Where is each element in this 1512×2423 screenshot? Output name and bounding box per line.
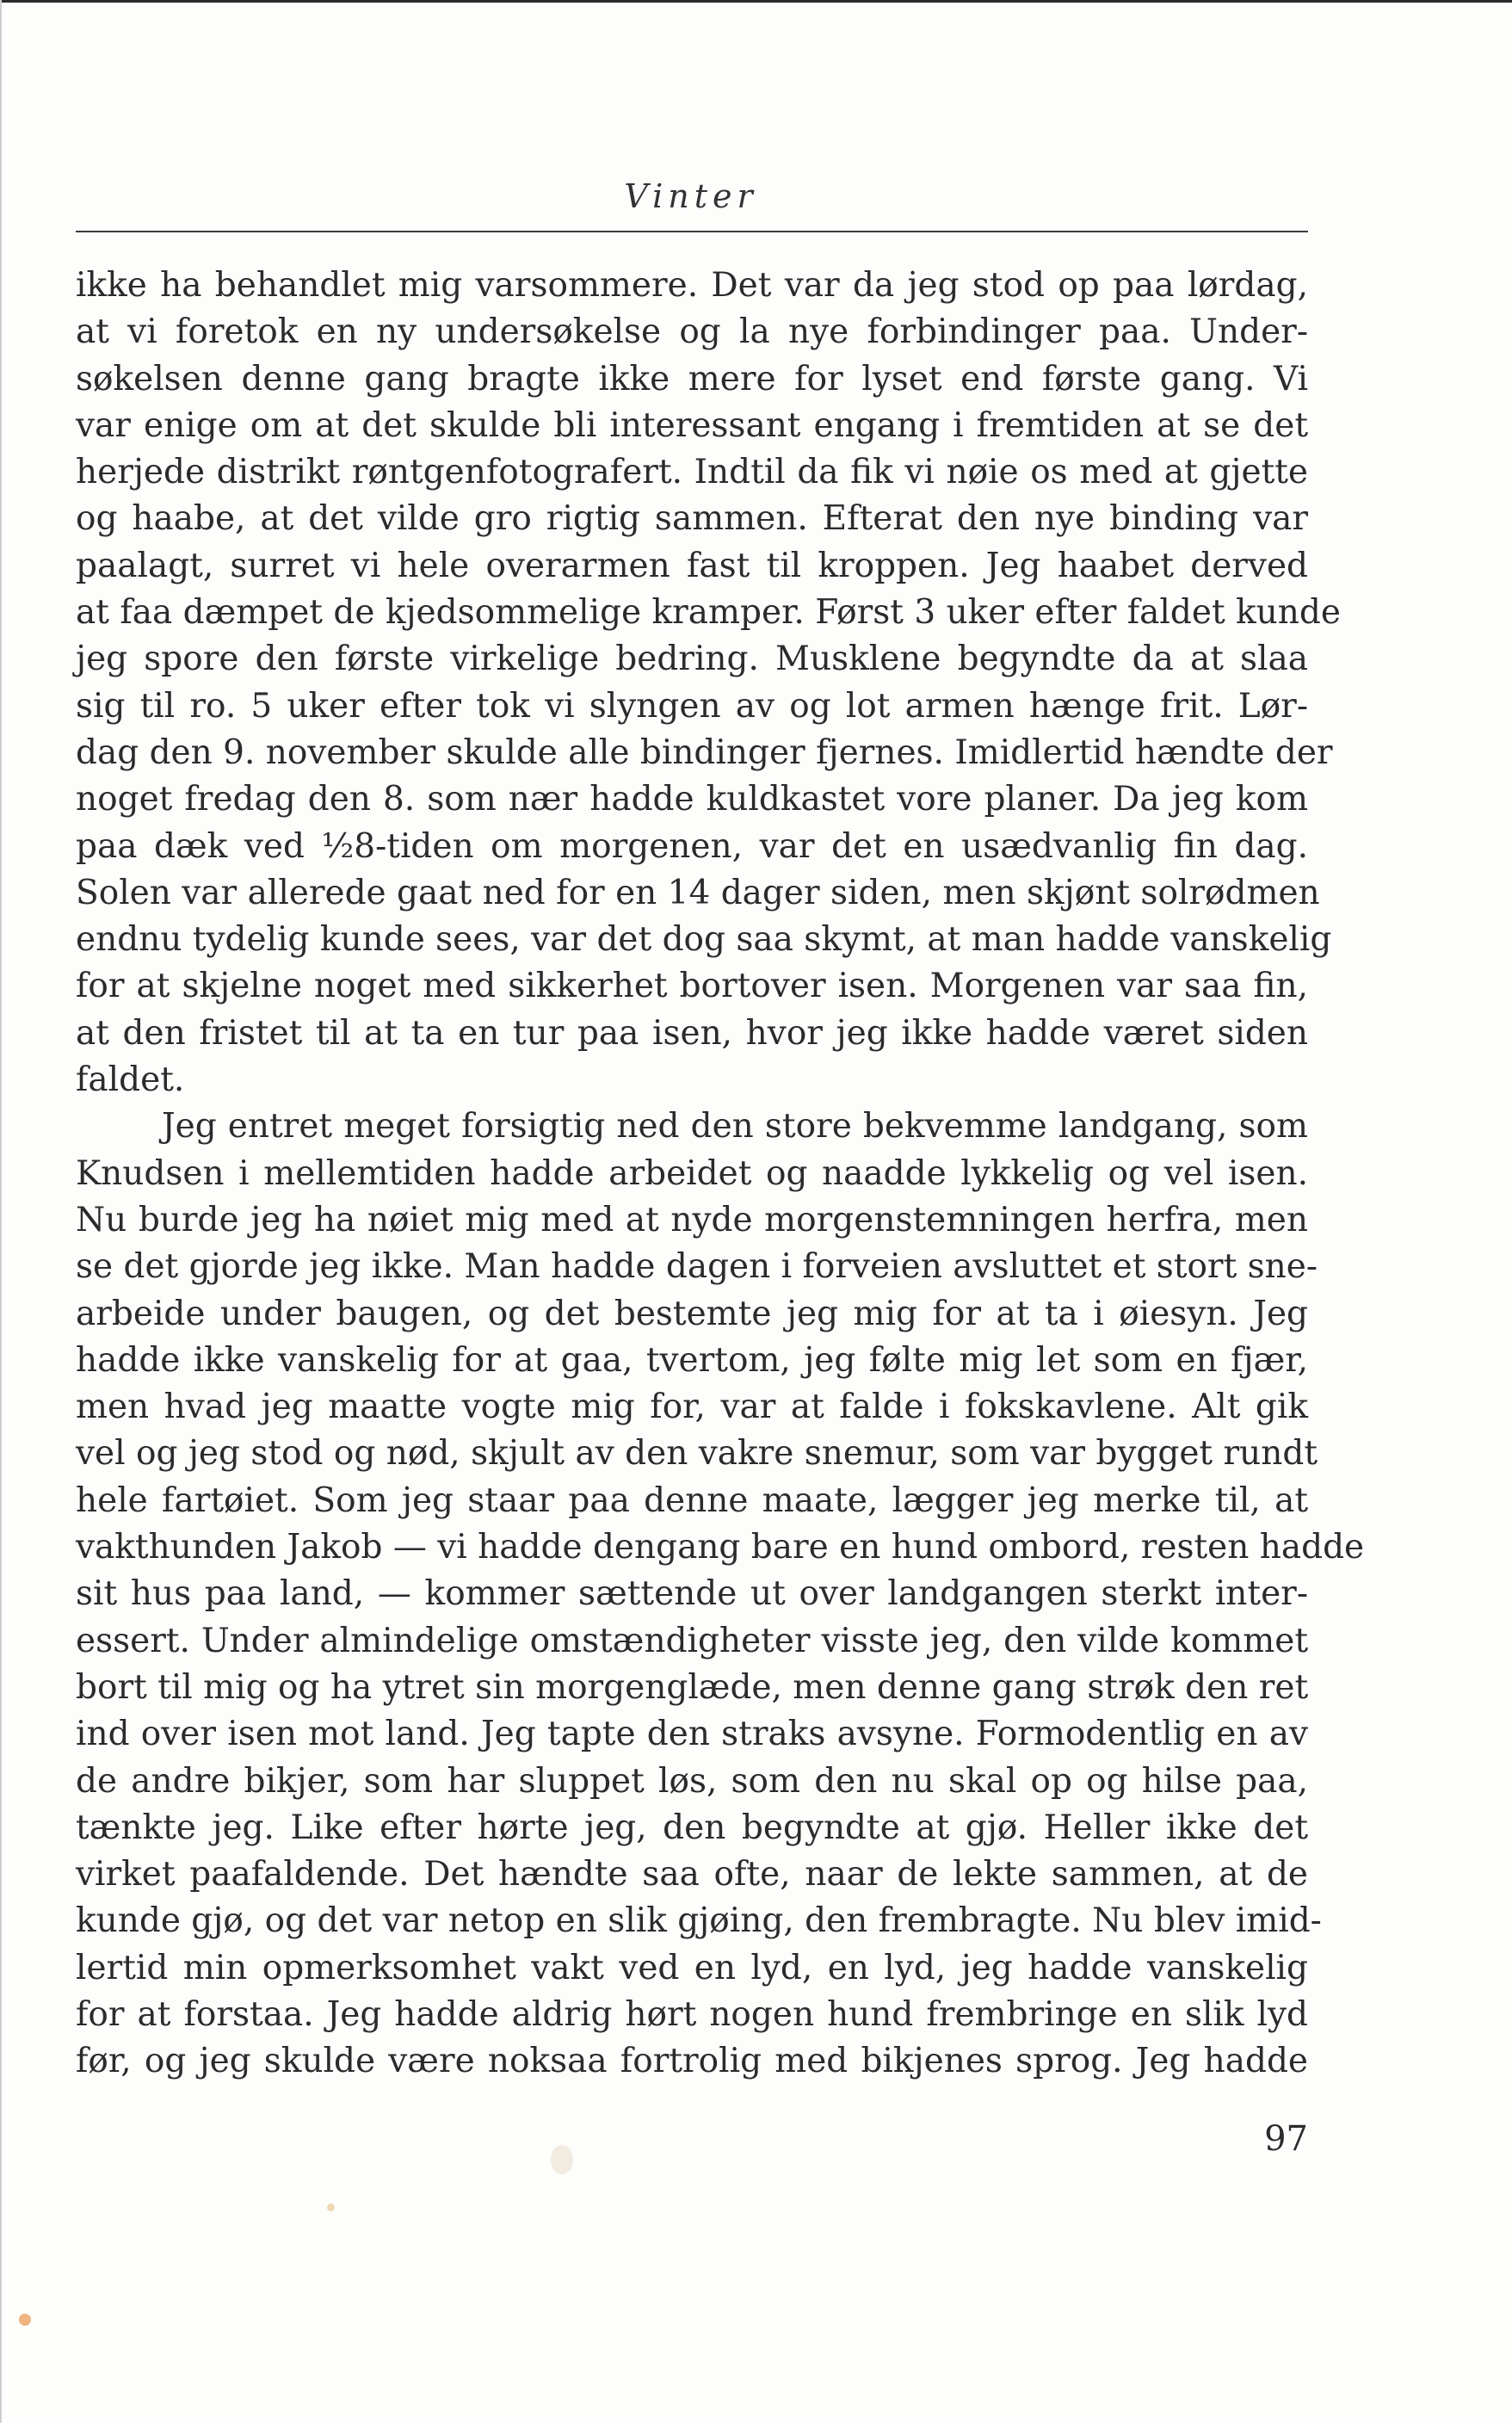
text-line: ind over isen mot land. Jeg tapte den straks avsyne. Formodentlig en av <box>76 1715 1308 1754</box>
text-line: vel og jeg stod og nød, skjult av den vakre snemur, som var bygget rundt <box>76 1434 1318 1474</box>
text-line: for at forstaa. Jeg hadde aldrig hørt nogen hund frembringe en slik lyd <box>76 1994 1308 2034</box>
text-line: tænkte jeg. Like efter hørte jeg, den begyndte at gjø. Heller ikke det <box>76 1808 1308 1847</box>
body-text <box>76 263 1365 2086</box>
paper-stain <box>551 2145 573 2174</box>
text-line: at faa dæmpet de kjedsommelige kramper. Først 3 uker efter faldet kunde <box>76 593 1341 633</box>
text-line: endnu tydelig kunde sees, var det dog saa skymt, at man hadde vanskelig <box>76 920 1332 960</box>
paper-stain <box>327 2204 335 2211</box>
text-line: herjede distrikt røntgenfotografert. Indtil da fik vi nøie os med at gjette <box>76 453 1308 492</box>
text-line: men hvad jeg maatte vogte mig for, var at falde i fokskavlene. Alt gik <box>76 1388 1308 1427</box>
text-line: dag den 9. november skulde alle bindinger fjernes. Imidlertid hændte der <box>76 732 1333 772</box>
text-line: var enige om at det skulde bli interessant engang i fremtiden at se det <box>76 405 1308 445</box>
text-line: lertid min opmerksomhet vakt ved en lyd, en lyd, jeg hadde vanskelig <box>76 1948 1308 1987</box>
text-line: at vi foretok en ny undersøkelse og la nye forbindinger paa. Under- <box>76 312 1308 352</box>
text-line: essert. Under almindelige omstændigheter visste jeg, den vilde kommet <box>76 1621 1308 1660</box>
text-line: hadde ikke vanskelig for at gaa, tvertom, jeg følte mig let som en fjær, <box>76 1340 1308 1380</box>
text-line: sig til ro. 5 uker efter tok vi slyngen av og lot armen hænge frit. Lør- <box>76 686 1308 726</box>
text-line: søkelsen denne gang bragte ikke mere for lyset end første gang. Vi <box>76 359 1308 399</box>
text-line: Jeg entret meget forsigtig ned den store bekvemme landgang, som <box>162 1107 1308 1147</box>
page-number: 97 <box>1264 2119 1308 2159</box>
scan-top-edge <box>0 0 1512 3</box>
text-line: Knudsen i mellemtiden hadde arbeidet og naadde lykkelig og vel isen. <box>76 1153 1308 1193</box>
text-line: ikke ha behandlet mig varsommere. Det var da jeg stod op paa lørdag, <box>76 266 1308 305</box>
text-line: paalagt, surret vi hele overarmen fast til kroppen. Jeg haabet derved <box>76 546 1308 585</box>
paper-stain <box>19 2314 31 2326</box>
text-line: og haabe, at det vilde gro rigtig sammen. Efterat den nye binding var <box>76 499 1308 539</box>
text-line: jeg spore den første virkelige bedring. Musklene begyndte da at slaa <box>76 640 1308 679</box>
text-line: kunde gjø, og det var netop en slik gjøing, den frembragte. Nu blev imid- <box>76 1901 1322 1941</box>
text-line: faldet. <box>76 1060 185 1100</box>
text-line: de andre bikjer, som har sluppet løs, som den nu skal op og hilse paa, <box>76 1761 1308 1801</box>
paragraph-1 <box>76 263 1341 1103</box>
text-line: se det gjorde jeg ikke. Man hadde dagen i forveien avsluttet et stort sne- <box>76 1247 1318 1287</box>
header-rule <box>76 231 1308 232</box>
text-line: Nu burde jeg ha nøiet mig med at nyde morgenstemningen herfra, men <box>76 1200 1308 1239</box>
text-line: arbeide under baugen, og det bestemte jeg mig for at ta i øiesyn. Jeg <box>76 1294 1308 1333</box>
text-line: vakthunden Jakob — vi hadde dengang bare en hund ombord, resten hadde <box>76 1528 1365 1567</box>
text-line: noget fredag den 8. som nær hadde kuldkastet vore planer. Da jeg kom <box>76 780 1308 819</box>
text-line: før, og jeg skulde være noksaa fortrolig med bikjenes sprog. Jeg hadde <box>76 2042 1308 2081</box>
scan-left-edge <box>0 0 2 2423</box>
text-line: bort til mig og ha ytret sin morgenglæde, men denne gang strøk den ret <box>76 1667 1309 1707</box>
text-line: Solen var allerede gaat ned for en 14 dager siden, men skjønt solrødmen <box>76 873 1320 912</box>
text-line: at den fristet til at ta en tur paa isen, hvor jeg ikke hadde været siden <box>76 1013 1308 1053</box>
text-line: virket paafaldende. Det hændte saa ofte, naar de lekte sammen, at de <box>76 1855 1308 1895</box>
text-line: paa dæk ved ½8-tiden om morgenen, var det en usædvanlig fin dag. <box>76 826 1308 866</box>
running-head-title: Vinter <box>624 177 758 215</box>
text-line: for at skjelne noget med sikkerhet bortover isen. Morgenen var saa fin, <box>76 967 1308 1006</box>
text-line: hele fartøiet. Som jeg staar paa denne maate, lægger jeg merke til, at <box>76 1480 1308 1520</box>
paragraph-2 <box>76 1103 1365 2085</box>
text-line: sit hus paa land, — kommer sættende ut over landgangen sterkt inter- <box>76 1574 1308 1614</box>
